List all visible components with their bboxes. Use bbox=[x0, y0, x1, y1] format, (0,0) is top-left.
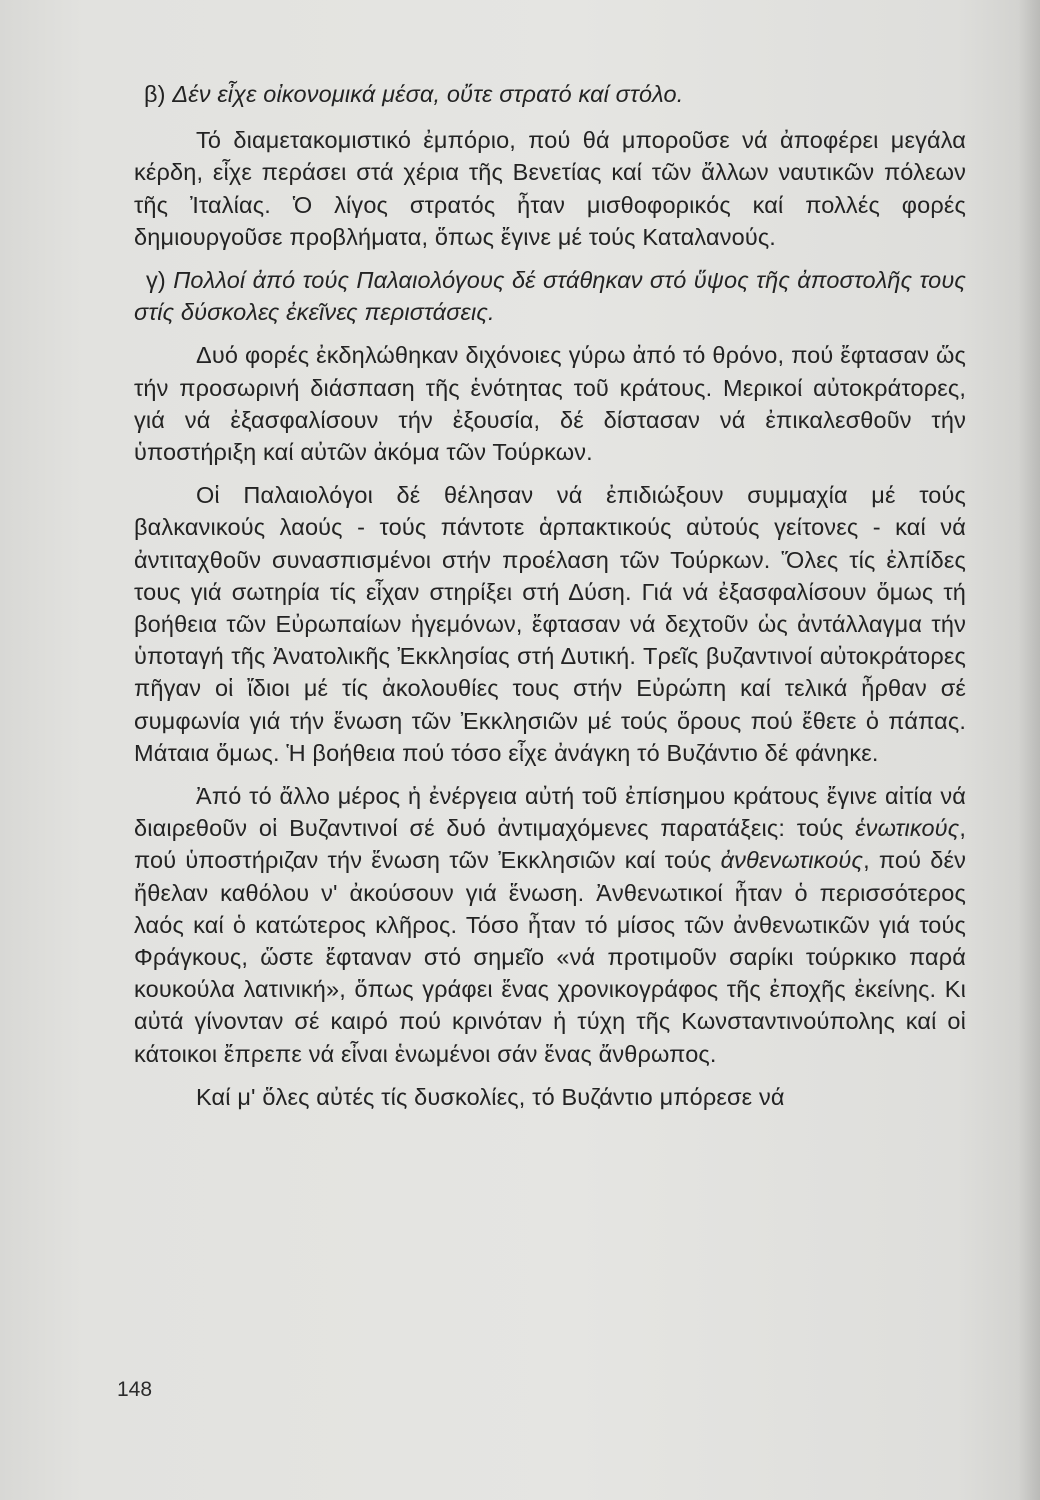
item-b-text: Δέν εἶχε οἰκονομικά μέσα, οὔτε στρατό καί στόλο. bbox=[172, 81, 684, 107]
item-c-text: Πολλοί ἀπό τούς Παλαιολόγους δέ στάθηκαν στό ὕψος τῆς ἀποστολῆς τους στίς δύσκολες ἐκεῖνες περιστάσεις. bbox=[134, 267, 966, 326]
page-number: 148 bbox=[117, 1378, 153, 1401]
paragraph-continuation: Καί μ' ὅλες αὐτές τίς δυσκολίες, τό Βυζάντιο μπόρεσε νά bbox=[196, 1083, 785, 1110]
term-unionists: ἑνωτικούς bbox=[855, 815, 960, 842]
item-b bbox=[134, 78, 966, 110]
paragraph-palaiologoi-west: Οἱ Παλαιολόγοι δέ θέλησαν νά ἐπιδιώξουν συμμαχία μέ τούς βαλκανικούς λαούς - τούς πάντοτε ἁρπακτικούς αὐτούς γείτονες - καί νά ἀντιταχθοῦν συνασπισμένοι στήν προέλαση τῶν Τούρκων. Ὅλες τίς ἐλπίδες τους γιά σωτηρία τίς εἶχαν στηρίξει στή Δύση. Γιά νά ἐξασφαλίσουν ὅμως τή βοήθεια τῶν Εὐρωπαίων ἡγεμόνων, ἔφτασαν νά δεχτοῦν ὡς ἀντάλλαγμα τήν ὑποταγή τῆς Ἀνατολικῆς Ἐκκλησίας στή Δυτική. Τρεῖς βυζαντινοί αὐτοκράτορες πῆγαν οἱ ἴδιοι μέ τίς ἀκολουθίες τους στήν Εὐρώπη καί τελικά ἦρθαν σέ συμφωνία γιά τήν ἕνωση τῶν Ἐκκλησιῶν μέ τούς ὅρους πού ἔθετε ὁ πάπας. Μάταια ὅμως. Ἡ βοήθεια πού τόσο εἶχε ἀνάγκη τό Βυζάντιο δέ φάνηκε. bbox=[134, 482, 966, 766]
item-b-label: β) bbox=[144, 81, 166, 107]
paragraph-trade: Τό διαμετακομιστικό ἐμπόριο, πού θά μποροῦσε νά ἀποφέρει μεγάλα κέρδη, εἶχε περάσει στά χέρια τῆς Βενετίας καί τῶν ἄλλων ναυτικῶν πόλεων τῆς Ἰταλίας. Ὁ λίγος στρατός ἦταν μισθοφορικός καί πολλές φορές δημιουργοῦσε προβλήματα, ὅπως ἔγινε μέ τούς Καταλανούς. bbox=[134, 127, 966, 250]
term-anti-unionists: ἀνθενωτικούς bbox=[720, 847, 864, 874]
item-c-label: γ) bbox=[146, 267, 166, 294]
paragraph-factions bbox=[134, 780, 966, 1070]
factions-text-part-2: , πού ὑποστήριζαν τήν ἕνωση τῶν Ἐκκλησιῶν καί τούς bbox=[134, 815, 966, 874]
factions-text-part-3: , πού δέν ἤθελαν καθόλου ν' ἀκούσουν γιά ἕνωση. Ἀνθενωτικοί ἦταν ὁ περισσότερος λαός καί ὁ κατώτερος κλῆρος. Τόσο ἦταν τό μίσος τῶν ἀνθενωτικῶν γιά τούς Φράγκους, ὥστε ἔφταναν στό σημεῖο «νά προτιμοῦν σαρίκι τούρκικο παρά κουκούλα λατινική», ὅπως γράφει ἕνας χρονικογράφος τῆς ἐποχῆς ἐκείνης. Κι αὐτά γίνονταν σέ καιρό πού κρινόταν ἡ τύχη τῆς Κωνσταντινούπολης καί οἱ κάτοικοι ἔπρεπε νά εἶναι ἑνωμένοι σάν ἕνας ἄνθρωπος. bbox=[134, 847, 967, 1067]
page-body bbox=[134, 78, 966, 1124]
item-c bbox=[134, 264, 966, 328]
paragraph-throne-disputes: Δυό φορές ἐκδηλώθηκαν διχόνοιες γύρω ἀπό τό θρόνο, πού ἔφτασαν ὥς τήν προσωρινή διάσπαση τῆς ἑνότητας τοῦ κράτους. Μερικοί αὐτοκράτορες, γιά νά ἐξασφαλίσουν τήν ἐξουσία, δέ δίστασαν νά ἐπικαλεσθοῦν τήν ὑποστήριξη καί αὐτῶν ἀκόμα τῶν Τούρκων. bbox=[134, 342, 966, 466]
page-edge-shadow bbox=[1018, 0, 1040, 1500]
factions-text-part-1: Ἀπό τό ἄλλο μέρος ἡ ἐνέργεια αὐτή τοῦ ἐπίσημου κράτους ἔγινε αἰτία νά διαιρεθοῦν οἱ Βυζαντινοί σέ δυό ἀντιμαχόμενες παρατάξεις: τούς bbox=[134, 783, 966, 842]
